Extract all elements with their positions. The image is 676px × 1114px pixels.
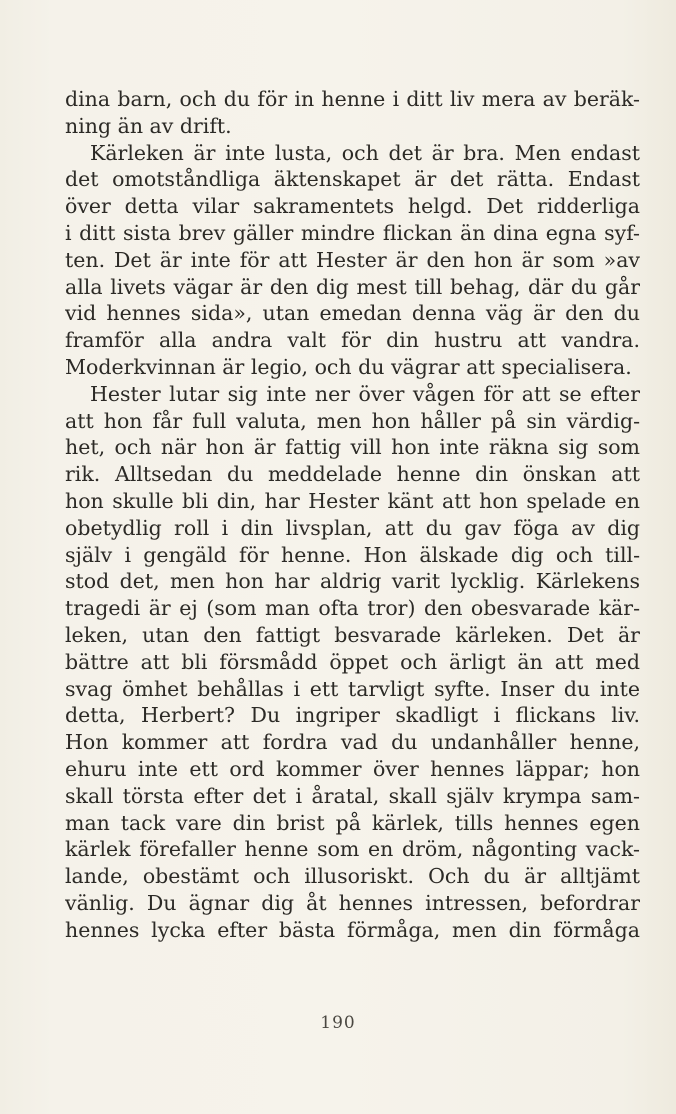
text-line-4: det omotståndliga äktenskapet är det rätta. Endast <box>65 167 640 192</box>
text-line-11: Moderkvinnan är legio, och du vägrar att specialisera. <box>65 354 632 379</box>
text-line-3: Kärleken är inte lusta, och det är bra. Men endast <box>90 140 640 165</box>
text-line-24: detta, Herbert? Du ingriper skadligt i flickans liv. <box>65 703 640 728</box>
text-line-28: man tack vare din brist på kärlek, tills hennes egen <box>65 810 640 835</box>
text-line-26: ehuru inte ett ord kommer över hennes läppar; hon <box>65 756 640 781</box>
text-line-30: lande, obestämt och illusoriskt. Och du är alltjämt <box>65 864 640 889</box>
text-line-15: rik. Alltsedan du meddelade henne din önskan att <box>65 462 640 487</box>
text-line-25: Hon kommer att fordra vad du undanhåller henne, <box>65 730 640 755</box>
text-line-19: stod det, men hon har aldrig varit lycklig. Kärlekens <box>65 569 640 594</box>
text-line-27: skall törsta efter det i åratal, skall själv krympa sam- <box>65 783 640 808</box>
text-line-1: dina barn, och du för in henne i ditt liv mera av beräk- <box>65 87 640 111</box>
text-line-12: Hester lutar sig inte ner över vågen för att se efter <box>90 381 640 406</box>
text-line-20: tragedi är ej (som man ofta tror) den obesvarade kär- <box>65 596 640 621</box>
text-line-9: vid hennes sida», utan emedan denna väg är den du <box>65 301 640 326</box>
page-number: 190 <box>320 1013 356 1033</box>
text-line-31: vänlig. Du ägnar dig åt hennes intressen, befordrar <box>65 890 640 915</box>
text-line-18: själv i gengäld för henne. Hon älskade dig och till- <box>65 542 640 567</box>
text-line-23: svag ömhet behållas i ett tarvligt syfte. Inser du inte <box>65 676 640 701</box>
text-line-29: kärlek förefaller henne som en dröm, någonting vack- <box>65 837 640 862</box>
text-line-6: i ditt sista brev gäller mindre flickan än dina egna syf- <box>65 220 640 245</box>
text-line-8: alla livets vägar är den dig mest till behag, där du går <box>65 274 640 299</box>
text-line-17: obetydlig roll i din livsplan, att du gav föga av dig <box>65 515 640 540</box>
text-line-5: över detta vilar sakramentets helgd. Det ridderliga <box>65 194 640 219</box>
text-line-21: leken, utan den fattigt besvarade kärleken. Det är <box>65 622 640 647</box>
text-line-13: att hon får full valuta, men hon håller på sin värdig- <box>65 408 640 433</box>
text-line-2: ning än av drift. <box>65 113 232 138</box>
text-line-10: framför alla andra valt för din hustru att vandra. <box>65 328 640 353</box>
text-line-14: het, och när hon är fattig vill hon inte räkna sig som <box>65 435 640 460</box>
body-text <box>65 86 640 944</box>
text-line-32: hennes lycka efter bästa förmåga, men din förmåga <box>65 917 640 942</box>
text-line-22: bättre att bli försmådd öppet och ärligt än att med <box>65 649 640 674</box>
text-line-16: hon skulle bli din, har Hester känt att hon spelade en <box>65 488 640 513</box>
text-line-7: ten. Det är inte för att Hester är den hon är som »av <box>65 247 640 272</box>
